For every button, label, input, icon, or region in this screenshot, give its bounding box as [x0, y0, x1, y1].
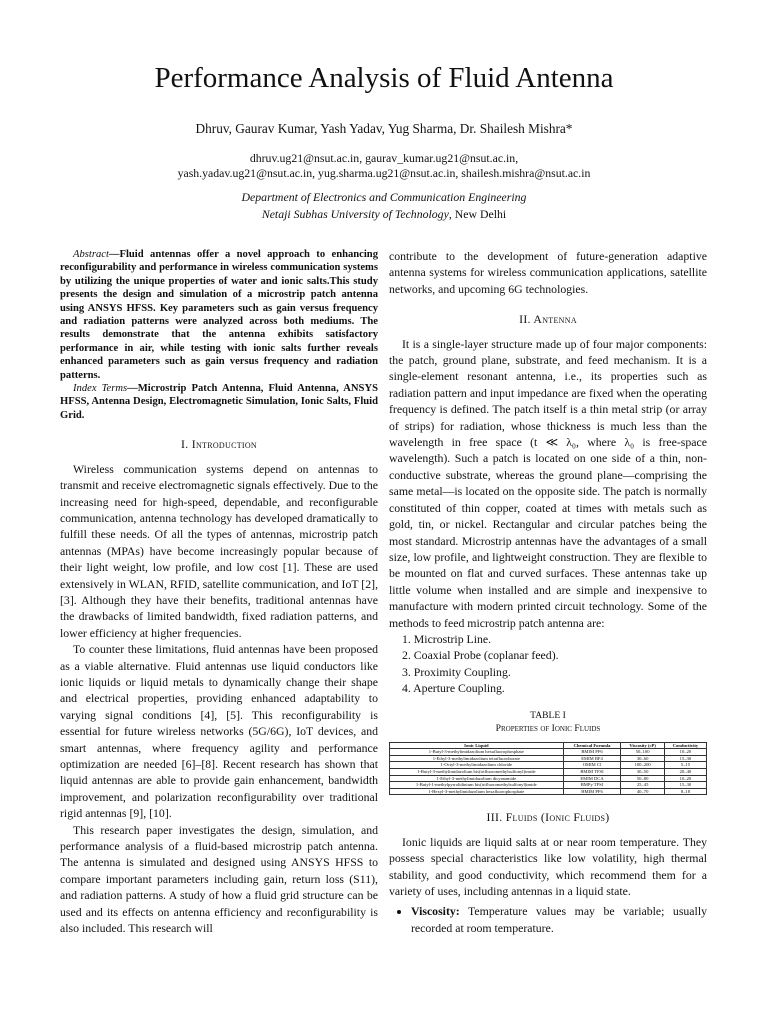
abstract: [60, 248, 378, 382]
feed-method-item: 1. Microstrip Line.: [402, 631, 492, 646]
table-header-row: [390, 742, 707, 749]
table-row: [390, 782, 707, 789]
feed-method-item: 3. Proximity Coupling.: [402, 664, 511, 679]
feed-method-item: 2. Coaxial Probe (coplanar feed).: [402, 648, 559, 663]
email-line-2: yash.yadav.ug21@nsut.ac.in, yug.sharma.ug21@nsut.ac.in, shailesh.mishra@nsut.ac.in: [177, 166, 591, 180]
table-row: [390, 749, 707, 756]
table-title: Properties of Ionic Fluids: [495, 722, 601, 734]
index-terms: [60, 382, 378, 422]
table-row: [390, 788, 707, 795]
feed-method-item: 4. Aperture Coupling.: [402, 681, 505, 696]
table-cell: 5–15: [664, 762, 706, 769]
department: Department of Electronics and Communication Engineering: [241, 190, 527, 204]
table-cell: BMPy TFSI: [563, 782, 621, 789]
table-header-cell: Conductivity: [664, 742, 706, 749]
right-column: [389, 248, 707, 936]
table-cell: 10–20: [664, 749, 706, 756]
table-cell: 100–200: [621, 762, 664, 769]
left-column: [60, 248, 378, 936]
index-terms-text: —Microstrip Patch Antenna, Fluid Antenna, ANSYS HFSS, Antenna Design, Electromagnetic Simulation, Ionic Salts, Fluid Grid.: [60, 383, 378, 421]
table-cell: BMIM PF6: [563, 749, 621, 756]
table-cell: 1-Octyl-3-methylimidazolium chloride: [390, 762, 564, 769]
table-cell: 1-Ethyl-3-methylimidazolium dicyanamide: [390, 775, 564, 782]
table-body: [390, 749, 707, 795]
fluids-paragraph: Ionic liquids are liquid salts at or near room temperature. They possess special characteristics like low volatility, high thermal stability, and good conductivity, which recommend them for a variety of uses, including antennas in a liquid state.: [389, 834, 707, 898]
table-cell: 15–30: [664, 755, 706, 762]
table-header-cell: Chemical Formula: [563, 742, 621, 749]
intro-paragraph-3: This research paper investigates the design, simulation, and performance analysis of a fluid-based microstrip patch antenna. The antenna is simulated and designed using ANSYS HFSS to compare important parameters including gain, return loss (S11), and radiation patterns. A study of how a fluid grid structure can be used and its effects on antenna efficiency and reconfigurability is also included. This research will: [60, 822, 378, 936]
table-cell: 10–20: [664, 775, 706, 782]
table-cell: BMIM TFSI: [563, 768, 621, 775]
ionic-fluids-table: [389, 742, 707, 796]
affiliation: [0, 189, 768, 223]
table-header-cell: Ionic Liquid: [390, 742, 564, 749]
intro-paragraph-1: Wireless communication systems depend on antennas to transmit and receive electromagnetic signals effectively. Due to the increasing need for high-speed, dependable, and reconfigurable communication, antenna technology has developed dramatically to fulfill these needs. Of all the types of antennas, microstrip patch antennas (MPAs) have become increasingly popular because of their light weight, low profile, and low cost [1]. These are used extensively in WLAN, RFID, satellite communication, and IoT [2], [3]. Although they have their benefits, traditional antennas have the drawbacks of limited bandwidth, fixed radiation patterns, and lower efficiency at higher frequencies.: [60, 461, 379, 640]
table-cell: HMIM PF6: [563, 788, 621, 795]
paper-title: Performance Analysis of Fluid Antenna: [154, 62, 614, 94]
table-cell: EMIM DCA: [563, 775, 621, 782]
index-terms-label: Index Terms: [73, 383, 128, 395]
section-heading-fluids: III. Fluids (Ionic Fluids): [486, 810, 610, 825]
table-cell: 50–100: [621, 749, 664, 756]
table-row: [390, 755, 707, 762]
table-cell: 1-Butyl-3-methylimidazolium bis(trifluoromethylsulfonyl)imide: [390, 768, 564, 775]
table-cell: EMIM BF4: [563, 755, 621, 762]
table-caption: [389, 709, 707, 735]
table-row: [390, 775, 707, 782]
table-cell: 20–40: [664, 768, 706, 775]
author-list: Dhruv, Gaurav Kumar, Yash Yadav, Yug Sharma, Dr. Shailesh Mishra*: [195, 121, 573, 136]
university-line: [0, 206, 768, 223]
list-item: [411, 903, 707, 936]
table-cell: 1-Ethyl-3-methylimidazolium tetrafluoroborate: [390, 755, 564, 762]
abstract-text: —Fluid antennas offer a novel approach to enhancing reconfigurability and performance in wireless communication systems by utilizing the unique properties of water and ionic salts.This study presents the design and simulation of a microstrip patch antenna using ANSYS HFSS. Key parameters such as gain versus frequency and radiation patterns were analyzed across both mediums. The results demonstrate that the antenna exhibits satisfactory performance in air, while testing with ionic salts further reveals enhanced parameters such as gain versus frequency and radiation patterns.: [60, 249, 378, 381]
table-row: [390, 762, 707, 769]
table-cell: 1-Butyl-1-methylpyrrolidinium bis(trifluoromethylsulfonyl)imide: [390, 782, 564, 789]
table-cell: 30–60: [621, 755, 664, 762]
table-cell: 40–70: [621, 788, 664, 795]
bullet-label: Viscosity:: [411, 904, 460, 919]
table-cell: 15–30: [664, 782, 706, 789]
university: Netaji Subhas University of Technology: [261, 207, 449, 221]
table-cell: OMIM Cl: [563, 762, 621, 769]
table-cell: 30–50: [621, 768, 664, 775]
section-heading-introduction: I. Introduction: [180, 437, 258, 452]
email-line-1: dhruv.ug21@nsut.ac.in, gaurav_kumar.ug21@nsut.ac.in,: [249, 151, 519, 165]
table-cell: 1-Hexyl-3-methylimidazolium hexafluorophosphate: [390, 788, 564, 795]
bullet-text: Temperature values may be variable; usually recorded at room temperature.: [411, 904, 707, 935]
city: , New Delhi: [448, 207, 507, 221]
intro-paragraph-2: To counter these limitations, fluid antennas have been proposed as a viable alternative. Fluid antennas use liquid conductors like ionic liquids or liquid metals to dynamically change their shape and electrical properties, providing enhanced adaptability to varying signal conditions [4], [5]. This reconfigurability is essential for future wireless networks (5G/6G), IoT devices, and smart antennas, where frequency agility and performance optimization are needed [6]–[8]. Recent research has shown that liquid antennas are able to provide gain enhancement, bandwidth improvement, and polarization reconfigurability over traditional rigid antennas [9], [10].: [60, 642, 378, 821]
table-number: TABLE I: [530, 709, 566, 721]
table-cell: 1-Butyl-3-methylimidazolium hexafluorophosphate: [390, 749, 564, 756]
table-cell: 8–18: [664, 788, 706, 795]
author-emails: [0, 151, 768, 181]
fluids-bullet-list: [389, 903, 707, 936]
table-cell: 50–80: [621, 775, 664, 782]
table-cell: 25–45: [621, 782, 664, 789]
table-header-cell: Viscosity (cP): [621, 742, 664, 749]
abstract-label: Abstract: [73, 249, 109, 260]
intro-paragraph-3-continued: contribute to the development of future-generation adaptive antenna systems for wireless communication applications, satellite networks, and upcoming 6G technologies.: [389, 249, 707, 296]
table-row: [390, 768, 707, 775]
section-heading-antenna: II. Antenna: [519, 312, 577, 327]
antenna-paragraph: It is a single-layer structure made up of four major components: the patch, ground plane, substrate, and feed mechanism. It is a single-element resonant antenna, i.e., its properties such as radiation pattern and input impedance are fixed when the operating frequency is defined. The patch itself is a thin metal strip (or array of strips) for radiation, whose thickness is much less than the wavelength in free space (t ≪ λ₀, where λ₀ is free-space wavelength). Such a patch is located on one side of a thin, non-conductive substrate, whereas the ground plane—comprising the same metal—is located on the opposite side. The patch is normally constituted of thin copper, coated at times with metals such as gold, tin, or nickel. Rectangular and circular patches being the most standard. Microstrip antennas have the advantages of a small size, low profile, and lightweight construction. They are flexible to be mounted on flat and curved surfaces. These antennas take up little volume when installed and are simple and inexpensive to manufacture with modern printed circuit technology. Some of the methods to feed microstrip patch antenna are:: [389, 336, 707, 630]
